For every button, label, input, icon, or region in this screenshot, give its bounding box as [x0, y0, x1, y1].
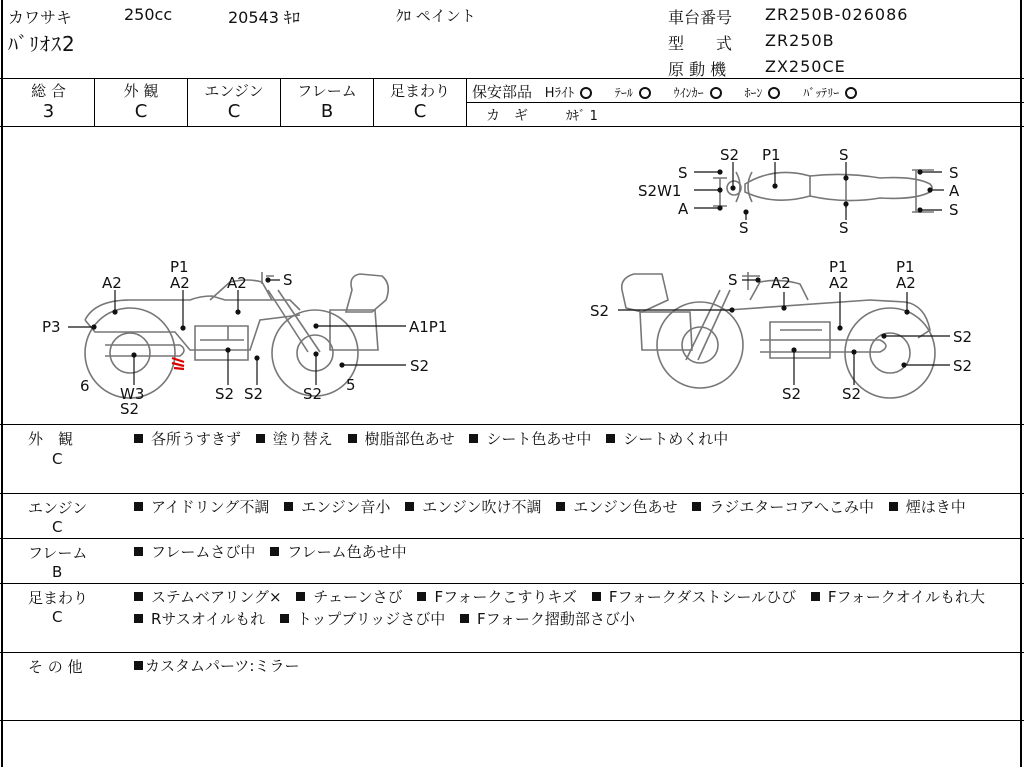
exhaust-damage-mark: [172, 358, 184, 369]
rule: [466, 102, 1024, 103]
grade-exterior-value: C: [134, 101, 148, 122]
grade-suspension-value: C: [413, 101, 427, 122]
diagram-label: 5: [346, 376, 356, 394]
chassis-value: ZR250B-026086: [765, 5, 909, 24]
diagram-label: S: [949, 201, 959, 219]
bullet-icon: [134, 434, 143, 443]
rule: [0, 78, 1024, 79]
winker-ok-icon: [710, 87, 722, 99]
diagram-label: S2: [120, 400, 140, 418]
diagram-label: P3: [42, 318, 61, 336]
grade-frame-value: B: [320, 101, 334, 122]
note-item: Fフォークダストシールひび: [608, 588, 797, 606]
bullet-icon: [348, 434, 357, 443]
section-engine-label: エンジン: [28, 499, 88, 517]
engine-model-value: ZX250CE: [765, 57, 846, 76]
type-label: 型 式: [668, 34, 733, 53]
bullet-icon: [811, 592, 820, 601]
bullet-icon: [134, 661, 143, 670]
diagram-label: S2: [410, 357, 430, 375]
safety-parts-row: [472, 81, 857, 102]
displacement: 250cc: [124, 5, 173, 24]
diagram-label: A2: [170, 274, 190, 292]
bullet-icon: [134, 502, 143, 511]
grade-engine-label: エンジン: [204, 82, 264, 100]
section-other-notes: [134, 655, 1014, 677]
section-frame-notes: [134, 541, 1014, 563]
diagram-label: S2: [953, 328, 973, 346]
section-frame-label: フレーム: [28, 544, 88, 562]
note-item: フレームさび中: [151, 543, 256, 561]
battery-ok-icon: [845, 87, 857, 99]
diagram-label: 6: [80, 377, 90, 395]
safety-label: 保安部品: [472, 83, 533, 101]
bullet-icon: [556, 502, 565, 511]
rule: [0, 538, 1024, 539]
bullet-icon: [296, 592, 305, 601]
note-item: Fフォークこすりキズ: [434, 588, 578, 606]
motorcycle-top-view: [713, 170, 934, 212]
diagram-label: P1: [829, 258, 848, 276]
rule: [0, 424, 1024, 425]
diagram-label: S2: [953, 357, 973, 375]
bullet-icon: [280, 614, 289, 623]
rule: [0, 493, 1024, 494]
grade-overall-label: 総 合: [31, 82, 66, 100]
bullet-icon: [134, 547, 143, 556]
diagram-label: A2: [771, 274, 791, 292]
note-item: ステムベアリング×: [151, 588, 282, 606]
engine-model-label: 原 動 機: [668, 60, 727, 79]
bullet-icon: [134, 614, 143, 623]
note-item: アイドリング不調: [151, 498, 270, 516]
section-suspension-label: 足まわり: [28, 589, 89, 607]
diagram-label: P1: [896, 258, 915, 276]
bullet-icon: [284, 502, 293, 511]
rule: [0, 652, 1024, 653]
diagram-label: A: [678, 200, 689, 218]
bullet-icon: [417, 592, 426, 601]
diagram-label: A2: [227, 274, 247, 292]
section-suspension-notes: [134, 586, 1014, 630]
bullet-icon: [256, 434, 265, 443]
note-item: エンジン色あせ: [573, 498, 678, 516]
key-value: ｶｷﾞ 1: [566, 109, 598, 124]
tail-ok-icon: [639, 87, 651, 99]
section-exterior-grade: C: [52, 450, 63, 468]
note-item: チェーンさび: [313, 588, 403, 606]
type-value: ZR250B: [765, 31, 835, 50]
note-item: 樹脂部色あせ: [364, 430, 455, 448]
model-name: ﾊﾞﾘｵｽ2: [8, 32, 76, 56]
bullet-icon: [134, 592, 143, 601]
diagram-label: S: [739, 219, 749, 237]
battery-label: ﾊﾞｯﾃﾘｰ: [803, 86, 840, 100]
section-suspension-grade: C: [52, 608, 63, 626]
grade-suspension-label: 足まわり: [389, 82, 450, 100]
section-engine-grade: C: [52, 518, 63, 536]
horn-label: ﾎｰﾝ: [744, 86, 763, 100]
note-item: フレーム色あせ中: [287, 543, 407, 561]
diagram-label: W3: [120, 385, 145, 403]
rule: [0, 583, 1024, 584]
note-item: トップブリッジさび中: [296, 610, 446, 628]
diagram-label: S2W1: [638, 182, 682, 200]
note-item: 各所うすきず: [151, 430, 242, 448]
diagram-label: P1: [762, 146, 781, 164]
diagram-label: S2: [215, 385, 235, 403]
diagram-label: A2: [102, 274, 122, 292]
grade-exterior-label: 外 観: [123, 82, 159, 100]
key-label: カ ギ: [486, 108, 528, 124]
chassis-label: 車台番号: [668, 8, 733, 27]
damage-diagram: [0, 127, 1024, 423]
mileage: 20543 ｷﾛ: [228, 8, 300, 27]
diagram-label: P1: [170, 258, 189, 276]
diagram-label: S: [283, 271, 293, 289]
bullet-icon: [592, 592, 601, 601]
note-item: カスタムパーツ:ミラー: [145, 657, 300, 675]
horn-ok-icon: [768, 87, 780, 99]
note-item: ラジエターコアへこみ中: [709, 498, 874, 516]
note-item: シート色あせ中: [486, 430, 592, 448]
diagram-label: S2: [303, 385, 323, 403]
grade-engine-value: C: [227, 101, 241, 122]
diagram-label: A1P1: [409, 318, 448, 336]
note-item: 煙はき中: [905, 498, 966, 516]
headlight-ok-icon: [580, 87, 592, 99]
section-exterior-label: 外 観: [28, 430, 74, 448]
diagram-label: S: [949, 164, 959, 182]
headlight-label: Hﾗｲﾄ: [544, 86, 575, 101]
section-exterior-notes: [134, 428, 1014, 450]
winker-label: ｳｲﾝｶｰ: [673, 86, 704, 100]
maker: カワサキ: [8, 8, 73, 27]
note-item: エンジン吹け不調: [422, 498, 542, 516]
note-item: Rサスオイルもれ: [151, 610, 266, 628]
bullet-icon: [270, 547, 279, 556]
note-item: エンジン音小: [301, 498, 391, 516]
section-other-label: そ の 他: [28, 658, 83, 676]
diagram-label: S: [728, 271, 738, 289]
grade-overall-value: 3: [42, 101, 55, 122]
note-item: Fフォークオイルもれ大: [827, 588, 986, 606]
bullet-icon: [889, 502, 898, 511]
grade-frame-label: フレーム: [297, 82, 357, 100]
diagram-label: S2: [720, 146, 740, 164]
rule: [0, 720, 1024, 721]
diagram-label: S2: [590, 302, 610, 320]
paint-color: ｸﾛ ペイント: [396, 7, 476, 25]
bullet-icon: [692, 502, 701, 511]
bullet-icon: [460, 614, 469, 623]
diagram-label: A2: [896, 274, 916, 292]
bullet-icon: [606, 434, 615, 443]
diagram-label: S2: [244, 385, 264, 403]
diagram-label: A: [949, 182, 960, 200]
section-engine-notes: [134, 496, 1019, 518]
diagram-label: S: [839, 219, 849, 237]
rule: [466, 78, 467, 126]
bullet-icon: [405, 502, 414, 511]
tail-label: ﾃｰﾙ: [614, 86, 633, 100]
diagram-label: S: [678, 164, 688, 182]
note-item: Fフォーク摺動部さび小: [477, 610, 635, 628]
section-frame-grade: B: [52, 563, 63, 581]
diagram-label: S2: [782, 385, 802, 403]
diagram-label: S2: [842, 385, 862, 403]
diagram-label: A2: [829, 274, 849, 292]
note-item: 塗り替え: [272, 430, 333, 448]
note-item: シートめくれ中: [623, 430, 729, 448]
bullet-icon: [469, 434, 478, 443]
diagram-label: S: [839, 146, 849, 164]
